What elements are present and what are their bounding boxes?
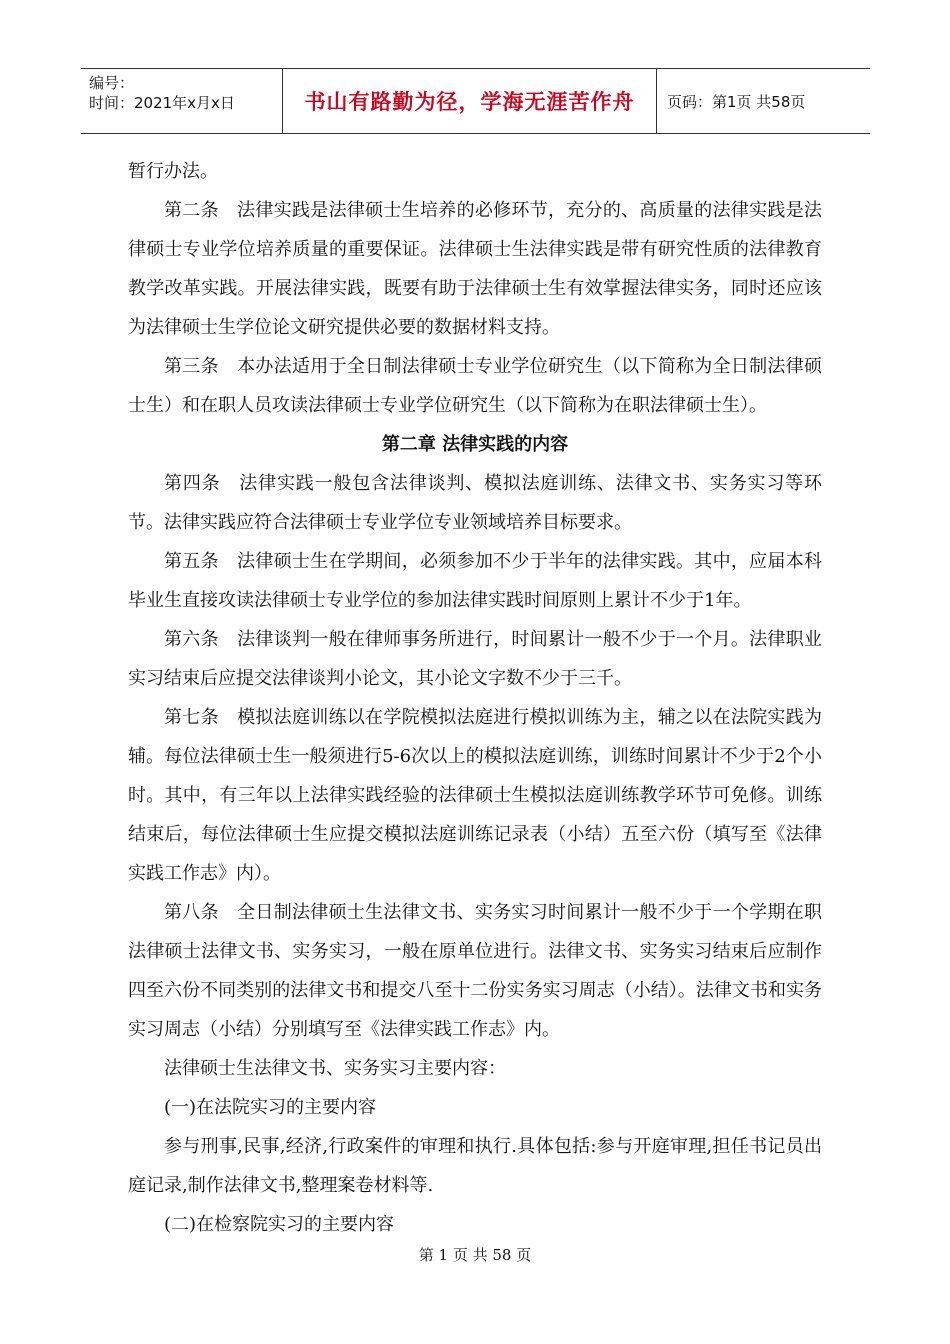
header-meta — [81, 69, 283, 133]
header-motto: 书山有路勤为径，学海无涯苦作舟 — [283, 69, 657, 133]
paragraph-continuation: 暂行办法。 — [128, 161, 218, 182]
document-number-label: 编号： — [89, 74, 135, 92]
article-4: 第四条 法律实践一般包含法律谈判、模拟法庭训练、法律文书、实务实习等环节。法律实践应符合法律硕士专业学位专业领域培养目标要求。 — [128, 473, 822, 533]
article-3: 第三条 本办法适用于全日制法律硕士专业学位研究生（以下简称为全日制法律硕士生）和在职人员攻读法律硕士专业学位研究生（以下简称为在职法律硕士生）。 — [128, 356, 822, 416]
chapter-heading: 第二章 法律实践的内容 — [381, 434, 569, 455]
header-page-info: 页码：第1页 共58页 — [667, 92, 806, 111]
article-8: 第八条 全日制法律硕士生法律文书、实务实习时间累计一般不少于一个学期在职法律硕士法律文书、实务实习，一般在原单位进行。法律文书、实务实习结束后应制作四至六份不同类别的法律文书和提交八至十二份实务实习周志（小结）。法律文书和实务实习周志（小结）分别填写至《法律实践工作志》内。 — [128, 902, 822, 1040]
subsection-court: (一)在法院实习的主要内容 — [164, 1097, 377, 1118]
article-5: 第五条 法律硕士生在学期间，必须参加不少于半年的法律实践。其中，应届本科毕业生直接攻读法律硕士专业学位的参加法律实践时间原则上累计不少于1年。 — [128, 551, 822, 611]
page-footer: 第 1 页 共 58 页 — [418, 1246, 532, 1264]
content-intro: 法律硕士生法律文书、实务实习主要内容： — [164, 1058, 506, 1079]
document-date: 时间：2021年x月x日 — [89, 94, 235, 112]
court-details: 参与刑事,民事,经济,行政案件的审理和执行.具体包括:参与开庭审理,担任书记员出庭记录,制作法律文书,整理案卷材料等. — [128, 1136, 822, 1196]
document-body — [128, 152, 822, 1244]
article-7: 第七条 模拟法庭训练以在学院模拟法庭进行模拟训练为主，辅之以在法院实践为辅。每位法律硕士生一般须进行5-6次以上的模拟法庭训练，训练时间累计不少于2个小时。其中，有三年以上法律实践经验的法律硕士生模拟法庭训练教学环节可免修。训练结束后，每位法律硕士生应提交模拟法庭训练记录表（小结）五至六份（填写至《法律实践工作志》内）。 — [128, 707, 822, 884]
article-6: 第六条 法律谈判一般在律师事务所进行，时间累计一般不少于一个月。法律职业实习结束后应提交法律谈判小论文，其小论文字数不少于三千。 — [128, 629, 822, 689]
article-2: 第二条 法律实践是法律硕士生培养的必修环节，充分的、高质量的法律实践是法律硕士专业学位培养质量的重要保证。法律硕士生法律实践是带有研究性质的法律教育教学改革实践。开展法律实践，既要有助于法律硕士生有效掌握法律实务，同时还应该为法律硕士生学位论文研究提供必要的数据材料支持。 — [128, 200, 822, 338]
subsection-procuratorate: (二)在检察院实习的主要内容 — [164, 1214, 395, 1235]
page-header — [81, 68, 870, 134]
